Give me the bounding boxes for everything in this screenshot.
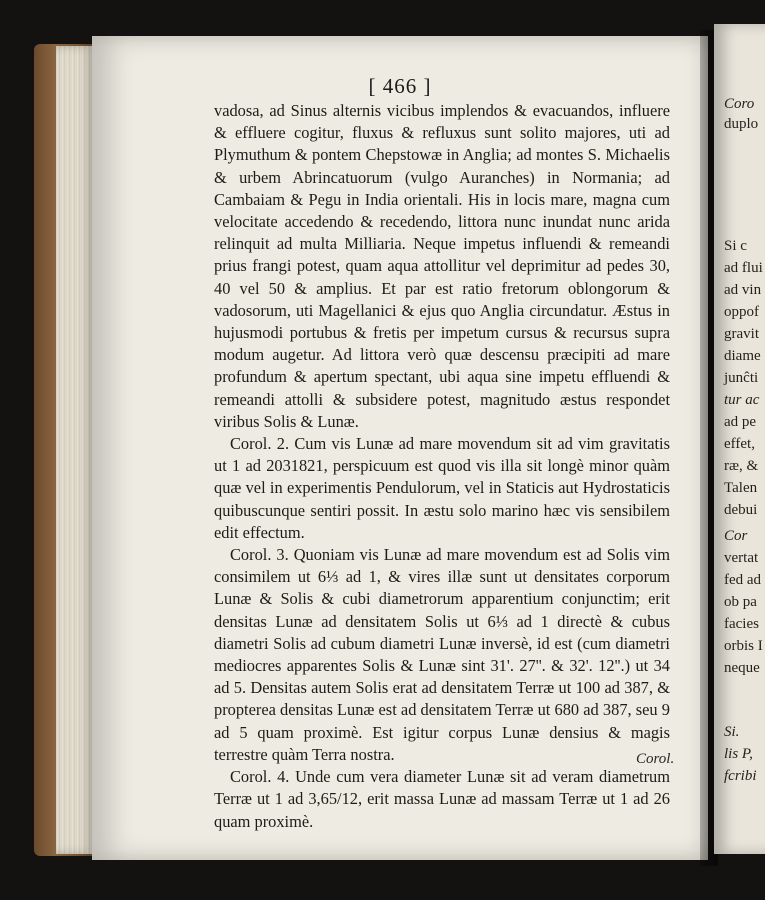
right-page-line: ad pe	[724, 414, 757, 430]
right-page-line: Si c	[724, 238, 747, 254]
right-page-line: junĉti	[724, 370, 759, 386]
right-page-line: vertat	[724, 550, 759, 566]
right-page-line: Si.	[724, 724, 740, 740]
right-page-line: fed ad	[724, 572, 762, 588]
catchword: Corol.	[636, 751, 675, 767]
corollary-4: Corol. 4. Unde cum vera diameter Lunæ sit ad veram diametrum Terræ ut 1 ad 3,65/12, erit massa Lunæ ad massam Terræ ut 1 ad 26 quam proximè.	[214, 767, 670, 831]
page-block-edges	[56, 46, 94, 854]
right-page-line: gravit	[724, 326, 759, 342]
right-page-line: ræ, &	[724, 458, 759, 474]
right-page-line: ad vin	[724, 282, 762, 298]
right-page-line: tur ac	[724, 392, 760, 408]
right-page-line: ob pa	[724, 594, 757, 610]
right-page-line: oppof	[724, 304, 759, 320]
right-page-line: fcribi	[724, 768, 757, 784]
right-page-line: ad flui	[724, 260, 763, 276]
right-page-line: orbis I	[724, 638, 763, 654]
paragraph-continuation: vadosa, ad Sinus alternis vicibus implendos & evacuandos, influere & effluere cogitur, fluxus & refluxus sunt solito majores, uti ad Plymuthum & pontem Chepstowæ in Anglia; ad montes S. Michaelis & urbem Abrincatuorum (vulgo Auranches) in Normania; ad Cambaiam & Pegu in India orientali. His in locis mare, magna cum velocitate accedendo & recedendo, littora nunc inundat nunc arida relinquit ad multa Milliaria. Neque impetus influendi & remeandi prius frangi potest, quam aqua attollitur vel deprimitur ad pedes 30, 40 vel 50 & amplius. Et par est ratio fretorum oblongorum & vadosorum, uti Magellanici & ejus quo Anglia circundatur. Æstus in hujusmodi portubus & fretis per impetum cursus & recursus supra modum augetur. Ad littora verò quæ descensu præcipiti ad mare profundum & apertum spectant, ubi aqua sine impetu effluendi & remeandi attolli & subsidere potest, magnitudo æstus respondet viribus Solis & Lunæ.	[214, 101, 670, 431]
right-page-line: duplo	[724, 116, 759, 132]
right-page-line: debui	[724, 502, 758, 518]
corollary-2: Corol. 2. Cum vis Lunæ ad mare movendum sit ad vim gravitatis ut 1 ad 2031821, perspicuum est quod vis illa sit longè minor quàm quæ vel in experimentis Pendulorum, vel in Staticis aut Hydrostaticis quibuscunque sentiri possit. In æstu solo marino hæc vis sensibilem edit effectum.	[214, 434, 670, 542]
right-page-line: diame	[724, 348, 761, 364]
right-page-line: facies	[724, 616, 759, 632]
page-number: [ 466 ]	[368, 74, 432, 98]
corollary-3: Corol. 3. Quoniam vis Lunæ ad mare movendum est ad Solis vim consimilem ut 6⅓ ad 1, & vires illæ sunt ut densitates corporum Lunæ & Solis & cubi diametrorum apparentium conjunctim; erit densitas Lunæ ad densitatem Solis ut 6⅓ ad 1 directè & cubus diametri Solis ad cubum diametri Lunæ inversè, id est (cum diametri mediocres apparentes Solis & Lunæ sint 31'. 27''. & 32'. 12''.) ut 34 ad 5. Densitas autem Solis erat ad densitatem Terræ ut 100 ad 387, & propterea densitas Lunæ est ad densitatem Terræ ut 680 ad 387, seu 9 ad 5 quam proximè. Est igitur corpus Lunæ densius & magis terrestre quàm Terra nostra.	[214, 545, 670, 764]
right-page-line: Talen	[724, 480, 758, 496]
page-body	[214, 100, 670, 833]
right-page-fragment	[714, 24, 765, 854]
right-page-line: neque	[724, 660, 760, 676]
right-page-line: Coro	[724, 96, 755, 112]
right-page-line: effet,	[724, 436, 755, 452]
right-page-line: lis P,	[724, 746, 753, 762]
right-page-line: Cor	[724, 528, 748, 544]
